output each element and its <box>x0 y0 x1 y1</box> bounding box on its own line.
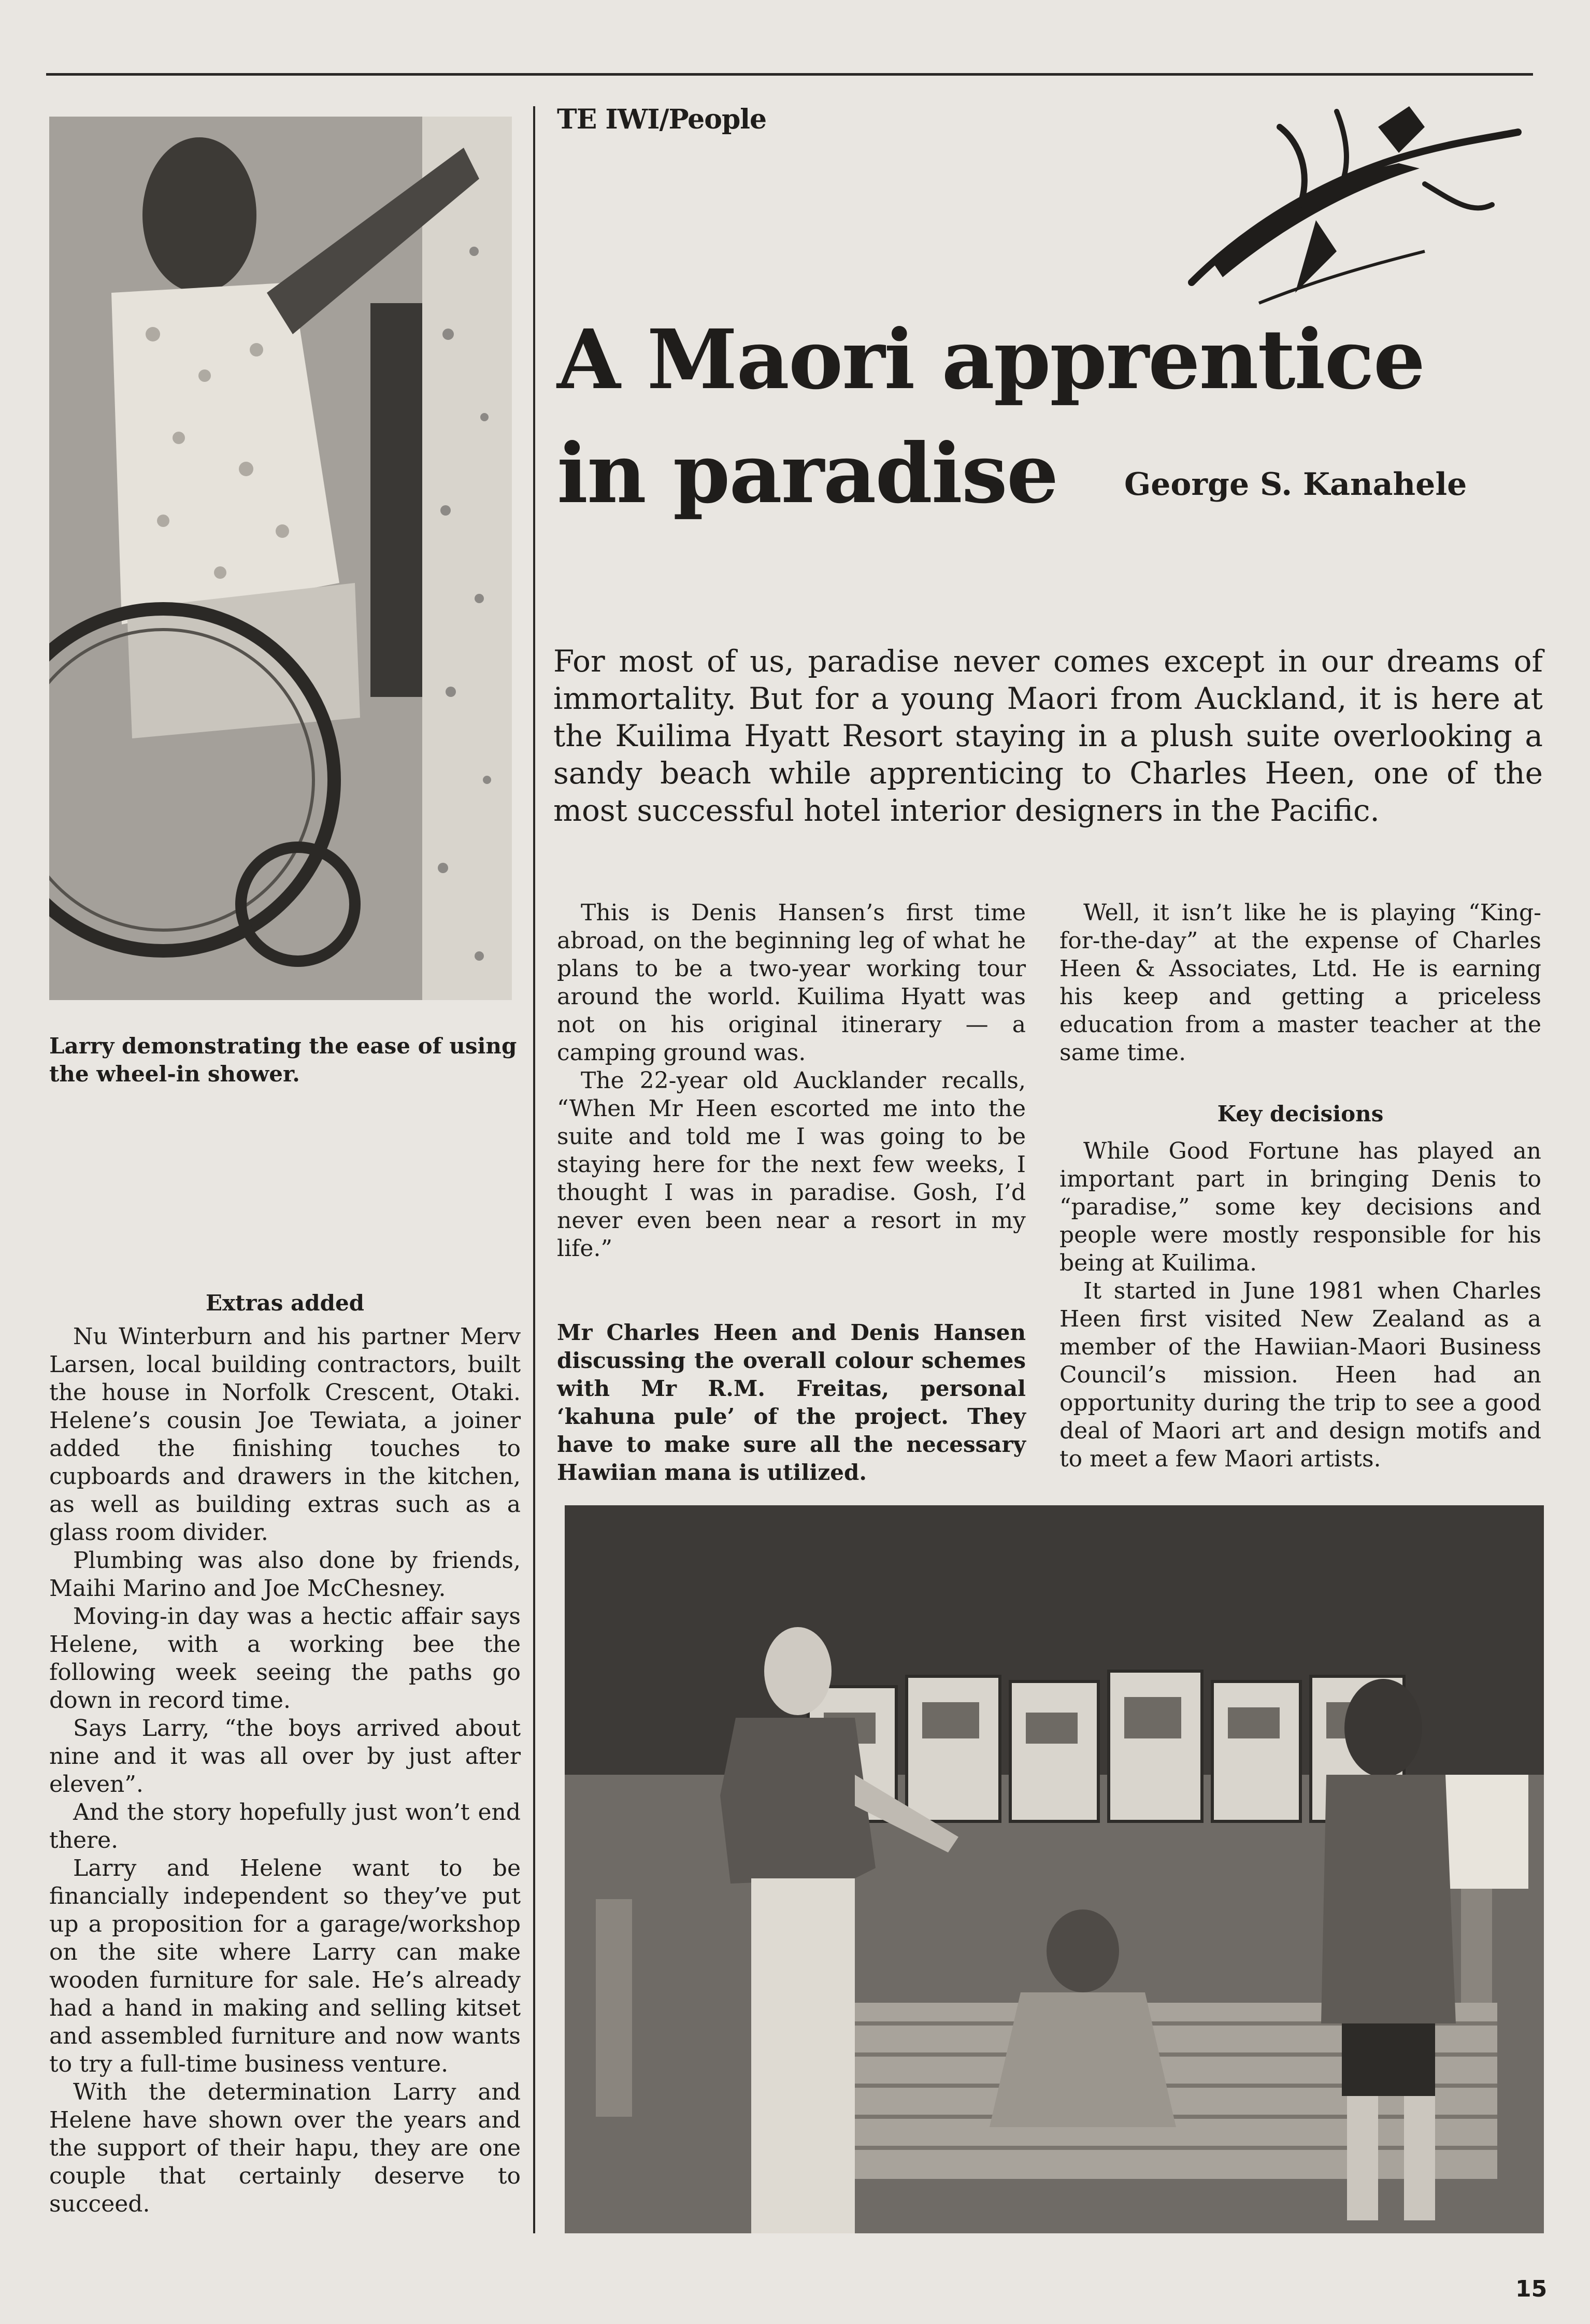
left-paragraph: And the story hopefully just won’t end there. <box>49 1799 521 1854</box>
column-divider <box>533 106 535 2233</box>
left-paragraph: Says Larry, “the boys arrived about nine and it was all over by just after eleven”. <box>49 1715 521 1798</box>
right-paragraph: While Good Fortune has played an important part in bringing Denis to “paradise,” some key decisions and people were mostly responsible for his being at Kuilima. <box>1059 1138 1541 1276</box>
headline-line-1: A Maori apprentice <box>557 312 1425 408</box>
photo-heen-hansen-freitas <box>565 1505 1544 2233</box>
feather-logo-icon <box>1181 96 1523 313</box>
left-paragraph: Nu Winterburn and his partner Merv Larsen, local building contractors, built the house in Norfolk Crescent, Otaki. Helene’s cousin Joe Tewiata, a joiner added the finishing touches to cupboards and drawers in the kitchen, as well as building extras such as a glass room divider. <box>49 1323 521 1546</box>
right-column-body-continued <box>1059 1137 1541 1473</box>
photo-caption-left: Larry demonstrating the ease of using the wheel-in shower. <box>49 1033 517 1087</box>
middle-paragraph: The 22-year old Aucklander recalls, “When Mr Heen escorted me into the suite and told me I was going to be staying here for the next few weeks, I thought I was in paradise. Gosh, I’d never even been near a resort in my life.” <box>557 1067 1026 1262</box>
article-deck: For most of us, paradise never comes except in our dreams of immortality. But for a young Maori from Auckland, it is here at the Kuilima Hyatt Resort staying in a plush suite overlooking a sandy beach while apprenticing to Charles Heen, one of the most successful hotel interior designers in the Pacific. <box>553 644 1543 828</box>
left-paragraph: With the determination Larry and Helene have shown over the years and the support of their hapu, they are one couple that certainly deserve to succeed. <box>49 2079 521 2217</box>
middle-photo-caption: Mr Charles Heen and Denis Hansen discussing the overall colour schemes with Mr R.M. Freitas, personal ‘kahuna pule’ of the project. They have to make sure all the necessary Hawiian mana is utilized. <box>557 1320 1026 1485</box>
right-column-body <box>1059 899 1541 1067</box>
subhead-key-decisions: Key decisions <box>1217 1101 1384 1127</box>
left-paragraph: Plumbing was also done by friends, Maihi Marino and Joe McChesney. <box>49 1547 521 1602</box>
subhead-extras-added: Extras added <box>205 1290 365 1316</box>
left-column-body <box>49 1323 521 2218</box>
section-kicker: TE IWI/People <box>557 104 767 135</box>
middle-paragraph: This is Denis Hansen’s first time abroad, on the beginning leg of what he plans to be a two-year working tour around the world. Kuilima Hyatt was not on his original itinerary — a camping ground was. <box>557 900 1026 1066</box>
top-rule <box>46 73 1533 76</box>
headline-line-2: in paradise <box>557 426 1058 522</box>
right-paragraph: Well, it isn’t like he is playing “King-for-the-day” at the expense of Charles Heen & Associates, Ltd. He is earning his keep and getting a priceless education from a master teacher at the same time. <box>1059 900 1541 1066</box>
left-paragraph: Larry and Helene want to be financially independent so they’ve put up a proposition for a garage/workshop on the site where Larry can make wooden furniture for sale. He’s already had a hand in making and selling kitset and assembled furniture and now wants to try a full-time business venture. <box>49 1855 521 2077</box>
page-number: 15 <box>1515 2276 1548 2302</box>
middle-column-body <box>557 899 1026 1263</box>
byline: George S. Kanahele <box>1124 466 1467 503</box>
left-paragraph: Moving-in day was a hectic affair says Helene, with a working bee the following week seeing the paths go down in record time. <box>49 1603 521 1714</box>
photo-wheel-in-shower <box>49 117 512 1000</box>
right-paragraph: It started in June 1981 when Charles Heen first visited New Zealand as a member of the Hawiian-Maori Business Council’s mission. Heen had an opportunity during the trip to see a good deal of Maori art and design motifs and to meet a few Maori artists. <box>1059 1278 1541 1472</box>
